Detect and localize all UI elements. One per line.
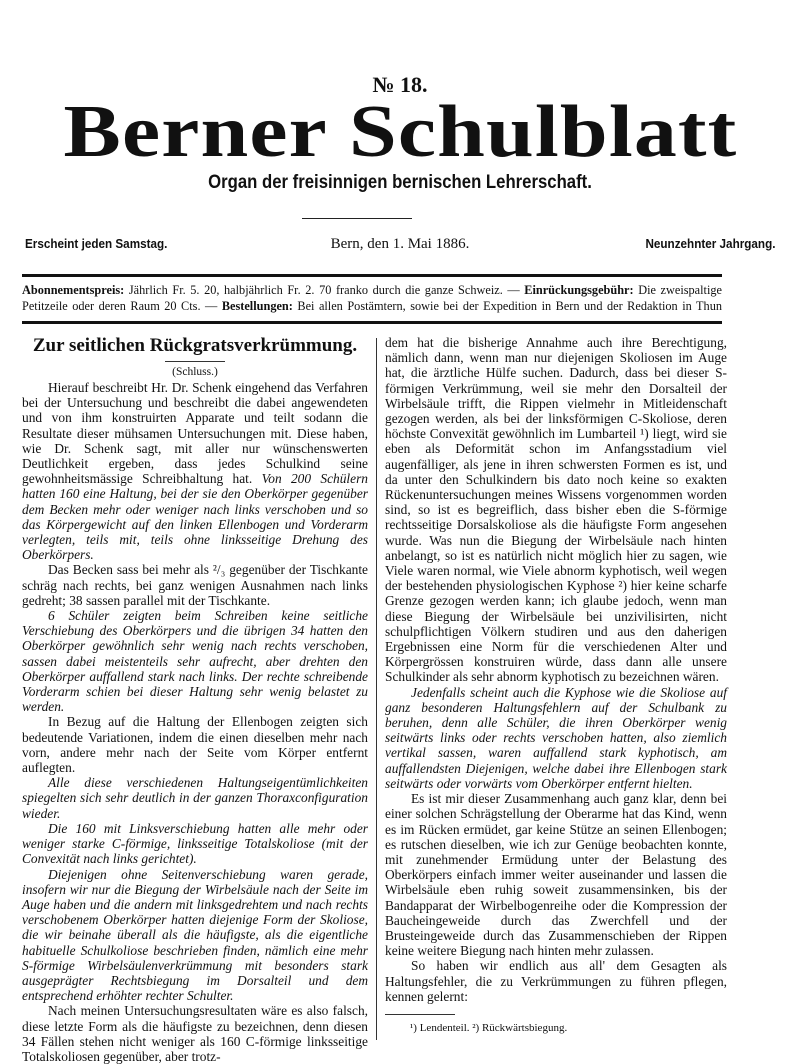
- left-paragraphs: [22, 380, 368, 1064]
- divider: [22, 274, 722, 277]
- italic-text: Alle diese verschiedenen Haltungseigentümlichkeiten spiegelten sich sehr deutlich in der ganzen Thoraxconfiguration wieder.: [22, 775, 368, 821]
- paragraph: [22, 867, 368, 1004]
- volume: Neunzehnter Jahrgang.: [644, 236, 775, 251]
- divider: [22, 321, 722, 324]
- paragraph: [22, 562, 368, 608]
- right-column: [385, 335, 727, 1036]
- article-title: Zur seitlichen Rückgratsverkrümmung.: [32, 335, 358, 356]
- orders-label: Bestellungen:: [221, 299, 293, 313]
- dateline: Bern, den 1. Mai 1886.: [330, 236, 470, 252]
- paragraph: [22, 714, 368, 775]
- text: Es ist mir dieser Zusammenhang auch ganz klar, denn bei einer solchen Schrägstellung der Oberarme hat das Kind, wenn es im Rücken ermüdet, gar keine Stütze an seinen Ellenbogen; es rutschen dieselben, wie ich zur Genüge beobachten konnte, mit zunehmender Ermüdung unter der Belastung des Oberkörpers einfach immer weiter auseinander und lassen die Wirbelsäule eben ruhig soweit zusammensinken, bis der Bandapparat der Wirbelbogenreihe oder die Kompression der Baucheingeweide durch das Zwerchfell und der Brusteingeweide durch das Zusammenschieben der Rippen keine weitere Biegung nach hinten mehr zulassen.: [385, 791, 727, 959]
- article-subtitle: (Schluss.): [172, 366, 218, 378]
- text: Das Becken sass bei mehr als ²/₃ gegenüber der Tischkante schräg nach rechts, bei ganz wenigen Ausnahmen nach links gedreht; 38 sassen parallel mit der Tischkante.: [22, 562, 368, 608]
- paragraph: [22, 1003, 368, 1064]
- issue-number: № 18.: [372, 72, 428, 97]
- subscription-text: Jährlich Fr. 5. 20, halbjährlich Fr. 2. 70 franko durch die ganze Schweiz. —: [124, 283, 525, 297]
- orders-text: Bei allen Postämtern, sowie bei der Expedition in Bern und der Redaktion in Thun: [292, 299, 722, 313]
- masthead: [0, 92, 800, 172]
- paragraph: [22, 608, 368, 714]
- paragraph: [385, 958, 727, 1004]
- text: In Bezug auf die Haltung der Ellenbogen zeigten sich bedeutende Variationen, indem die einen dieselben mehr nach vorn, andere mehr nach der Seite vom Körper entfernt auflegten.: [22, 714, 368, 776]
- insertion-fee-label: Einrückungsgebühr:: [524, 283, 634, 297]
- paragraph: [22, 775, 368, 821]
- left-column: [22, 335, 368, 1064]
- italic-text: Jedenfalls scheint auch die Kyphose wie die Skoliose auf ganz besonderen Haltungsfehlern auf der Schulbank zu beruhen, denn alle Schüler, die ihren Oberkörper wenig seitwärts links oder rechts verschoben hatten, also ziemlich vertikal sassen, waren auffallend stark kyphotisch, am auffallendsten Diejenigen, welche dabei ihre Ellenbogen stark seitwärts oder vorwärts vom Oberkörper entfernt hielten.: [385, 684, 727, 791]
- footnotes: ¹) Lendenteil. ²) Rückwärtsbiegung.: [410, 1021, 568, 1034]
- italic-text: Die 160 mit Linksverschiebung hatten alle mehr oder weniger starke C-förmige, linksseitige Totalskoliose (mit der Convexität nach links gerichtet).: [22, 820, 368, 867]
- insertion-fee-text: Die zweispaltige Petitzeile oder deren Raum 20 Cts. —: [22, 283, 722, 313]
- subscription-info: [22, 282, 722, 314]
- newspaper-subtitle: Organ der freisinnigen bernischen Lehrerschaft.: [208, 172, 592, 193]
- paragraph: [22, 821, 368, 867]
- divider: [302, 218, 412, 219]
- italic-text: 6 Schüler zeigten beim Schreiben keine seitliche Verschiebung des Oberkörpers und die übrigen 34 hatten den Oberkörper gewöhnlich sehr wenig nach rechts verschoben, sassen dabei meistenteils sehr aufrecht, aber drehten den Oberkörper auffallend stark nach links. Der rechte schreibende Vorderarm schien bei dieser Haltung sehr wenig belastet zu werden.: [22, 608, 368, 715]
- divider: [165, 361, 225, 362]
- paragraph: [385, 335, 727, 685]
- italic-text: Von 200 Schülern hatten 160 eine Haltung, bei der sie den Oberkörper gegenüber dem Becken mehr oder weniger nach links verschoben und so das Körpergewicht auf den linken Ellenbogen und Vorderarm verlegten, teils mit, teils ohne linksseitige Drehung des Oberkörpers.: [22, 471, 368, 563]
- info-line: [25, 236, 775, 256]
- text: Hierauf beschreibt Hr. Dr. Schenk eingehend das Verfahren bei der Untersuchung und beschreibt die dabei angewendeten und von ihm konstruirten Apparate und teilt sodann die Resultate dieser mühsamen Untersuchungen mit. Diese haben, wie Dr. Schenk sagt, mit aller nur wünschenswerten Deutlichkeit ergeben, dass jedes Schulkind seine gewohnheitsmässige Schreibhaltung hat.: [22, 380, 368, 487]
- paragraph: [385, 791, 727, 958]
- subscription-label: Abonnementspreis:: [22, 283, 125, 297]
- text: dem hat die bisherige Annahme auch ihre Berechtigung, nämlich dann, wenn man nur diejenigen Skoliosen im Auge hat, die ärztliche Hülfe suchen. Dadurch, dass bei dieser S-förmigen Verkrümmung, weil sie mehr den Dorsalteil der Wirbelsäule trifft, die Rippen vielmehr in Mitleidenschaft gezogen werden, als bei der linksförmigen C-Skoliose, deren höchste Convexität gewöhnlich im Lumbarteil ¹) liegt, wird sie eben als Deformität schon im Anfangsstadium viel augenfälliger, als jene in ihren schwersten Formen es ist, und da unter den Schulkindern bis dato noch keine so exakten Rückenuntersuchungen meines Wissens vorgenommen worden sind, so ist es begreiflich, dass bisher eben die S-förmige rechtsseitige Dorsalskoliose als die häufigste Form angesehen wurde. Was nun die Biegung der Wirbelsäule nach hinten anbelangt, so ist es natürlich nicht möglich hier zu sagen, wie Viele waren normal, wie Viele abnorm kyphotisch, weil wegen der bestehenden physiologischen Kyphose ²) hier keine scharfe Grenze gezogen werden kann; ich glaube jedoch, wenn man diese Biegung der Wirbelsäule bei unzivilisirten, nicht schulpflichtigen Völkern studiren und aus den daherigen Ergebnissen eine Norm für die verschiedenen Alter und Körpergrössen konstruiren würde, dass dann alle unsere Schulkinder als sehr abnorm kyphotisch zu bezeichnen wären.: [385, 335, 727, 685]
- newspaper-title: Berner Schulblatt: [63, 91, 737, 173]
- publication-frequency: Erscheint jeden Samstag.: [25, 236, 168, 251]
- footnote-divider: [385, 1014, 455, 1015]
- text: So haben wir endlich aus all' dem Gesagten als Haltungsfehler, die zu Verkrümmungen zu führen pflegen, kennen gelernt:: [385, 958, 727, 1004]
- right-paragraphs: [385, 335, 727, 1004]
- paragraph: [22, 380, 368, 562]
- text: Nach meinen Untersuchungsresultaten wäre es also falsch, diese letzte Form als die häufigste zu bezeichnen, denn diesen 34 Fällen stehen nicht weniger als 160 C-förmige linksseitige Totalskoliosen gegenüber, aber trotz-: [22, 1003, 368, 1064]
- paragraph: [385, 685, 727, 791]
- italic-text: Diejenigen ohne Seitenverschiebung waren gerade, insofern wir nur die Biegung der Wirbelsäule nach der Seite im Auge haben und die andern mit linksgedrehtem und nach rechts verschobenem Oberkörper hatten diejenige Form der Skoliose, die wir beinahe überall als die häufigste, als die eigentliche habituelle Schulkoliose beschrieben finden, nämlich eine mehr S-förmige Wirbelsäulenverkrümmung mit besonders stark ausgeprägter Rechtsbiegung im Dorsalteil und dem entsprechend erhöhter rechter Schulter.: [22, 866, 368, 1004]
- column-divider: [376, 338, 377, 1040]
